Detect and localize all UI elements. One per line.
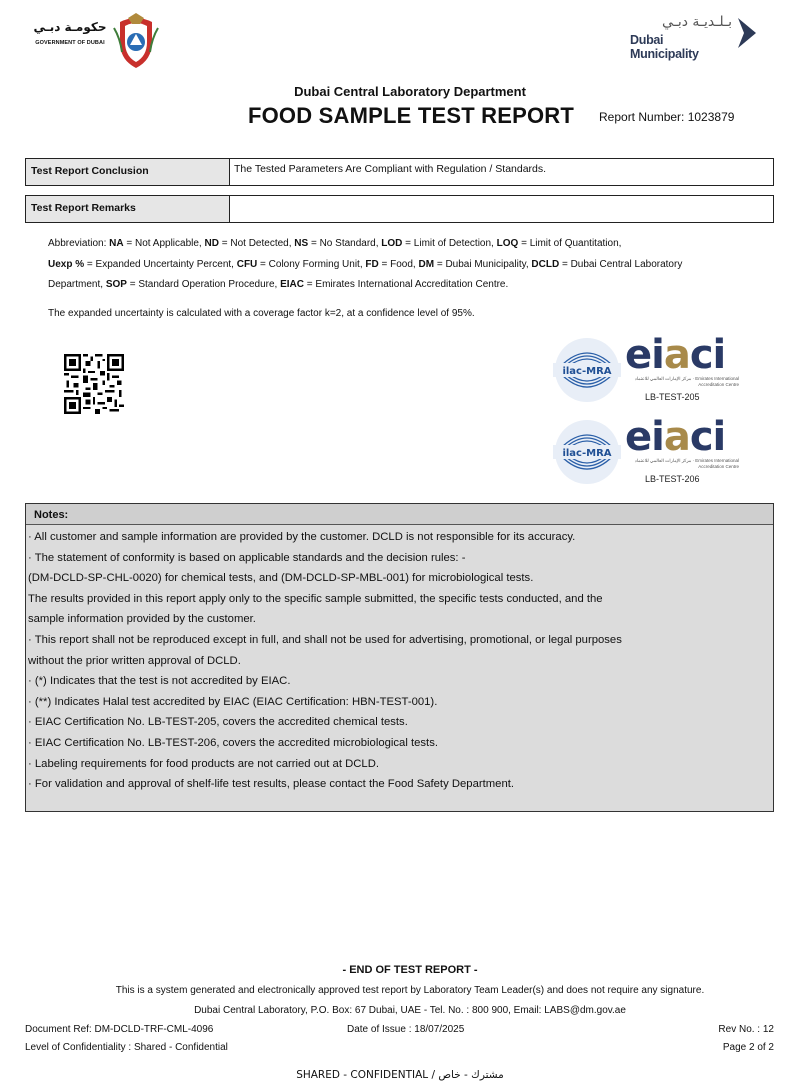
accreditation-code: LB-TEST-206 xyxy=(645,474,700,484)
note-line: · All customer and sample information are provided by the customer. DCLD is not responsible for its accuracy. xyxy=(28,531,576,543)
abbr-key: NS xyxy=(294,238,309,249)
conclusion-label: Test Report Conclusion xyxy=(26,159,230,185)
note-line: (DM-DCLD-SP-CHL-0020) for chemical tests, and (DM-DCLD-SP-MBL-001) for microbiological tests. xyxy=(28,572,534,585)
abbr-key: NA xyxy=(109,238,124,249)
abbr-key: DM xyxy=(418,258,435,270)
report-number: Report Number: 1023879 xyxy=(599,110,735,124)
ilac-mra-logo-icon xyxy=(553,418,621,486)
abbr-text: = Dubai Municipality, xyxy=(434,258,532,270)
note-line: · For validation and approval of shelf-life test results, please contact the Food Safety Department. xyxy=(28,778,515,791)
abbr-text: = Not Applicable, xyxy=(123,238,205,249)
note-line: · The statement of conformity is based on applicable standards and the decision rules: - xyxy=(28,551,466,564)
accreditation-code: LB-TEST-205 xyxy=(645,392,700,402)
dm-chevron-icon xyxy=(734,16,760,50)
note-line: · This report shall not be reproduced except in full, and shall not be used for advertising, promotional, or legal purposes xyxy=(28,633,622,646)
lab-address: Dubai Central Laboratory, P.O. Box: 67 Dubai, UAE - Tel. No. : 800 900, Email: LABS@dm.gov.ae xyxy=(194,1005,626,1016)
note-line: sample information provided by the customer. xyxy=(28,613,256,626)
abbr-text: = Expanded Uncertainty Percent, xyxy=(84,258,237,270)
eiac-wordmark: eiaci xyxy=(625,414,726,460)
system-statement: This is a system generated and electronically approved test report by Laboratory Team Leader(s) and does not require any signature. xyxy=(115,985,705,996)
notes-box xyxy=(25,503,774,812)
eiac-subtitle: مركز الإمارات العالمي للاعتماد · Emirates International Accreditation Centre xyxy=(634,458,739,469)
abbr-text: = Standard Operation Procedure, xyxy=(126,279,281,290)
remarks-label: Test Report Remarks xyxy=(26,196,230,222)
abbr-key: CFU xyxy=(236,258,258,270)
gov-logo-english: GOVERNMENT OF DUBAI xyxy=(35,40,105,46)
abbr-text: = Limit of Detection, xyxy=(402,238,497,249)
end-of-report: - END OF TEST REPORT - xyxy=(342,964,478,976)
eiac-subtitle: مركز الإمارات العالمي للاعتماد · Emirates International Accreditation Centre xyxy=(634,376,739,387)
conclusion-value: The Tested Parameters Are Compliant with Regulation / Standards. xyxy=(234,163,547,175)
dm-logo-english: Dubai Municipality xyxy=(630,33,699,61)
shared-confidential-label: SHARED - CONFIDENTIAL / مشترك - خاص xyxy=(296,1069,504,1081)
note-line: · EIAC Certification No. LB-TEST-205, covers the accredited chemical tests. xyxy=(28,716,408,729)
eiac-wordmark: eiaci xyxy=(625,332,726,378)
abbr-key: DCLD xyxy=(531,258,560,270)
remarks-value xyxy=(230,196,773,222)
abbr-text: = No Standard, xyxy=(308,238,382,249)
note-line: without the prior written approval of DCLD. xyxy=(28,654,241,667)
dm-logo-arabic: بـلـديـة دبـي xyxy=(662,14,732,30)
note-line: The results provided in this report apply only to the specific sample submitted, the specific tests conducted, and the xyxy=(28,592,603,605)
revision-number: Rev No. : 12 xyxy=(718,1024,774,1035)
qr-code-icon[interactable] xyxy=(64,354,124,414)
remarks-row xyxy=(25,195,774,223)
note-line: · (**) Indicates Halal test accredited by EIAC (EIAC Certification: HBN-TEST-001). xyxy=(28,695,438,708)
report-title: FOOD SAMPLE TEST REPORT xyxy=(247,103,575,128)
ilac-mra-logo-icon xyxy=(553,336,621,404)
abbr-key: ND xyxy=(204,238,219,249)
abbr-text: = Dubai Central Laboratory Department, xyxy=(48,258,683,290)
page-number: Page 2 of 2 xyxy=(722,1042,774,1053)
notes-heading: Notes: xyxy=(26,504,773,525)
note-line: · (*) Indicates that the test is not accredited by EIAC. xyxy=(28,675,291,688)
uncertainty-statement: The expanded uncertainty is calculated with a coverage factor k=2, at a confidence level of 95%. xyxy=(48,308,475,319)
dubai-emblem-icon xyxy=(110,12,162,70)
department-name: Dubai Central Laboratory Department xyxy=(294,84,526,99)
abbr-text: = Food, xyxy=(378,258,419,270)
abbr-text: = Colony Forming Unit, xyxy=(257,258,366,270)
ilac-label: ilac-MRA xyxy=(562,366,612,377)
document-ref: Document Ref: DM-DCLD-TRF-CML-4096 xyxy=(25,1024,214,1035)
ilac-label: ilac-MRA xyxy=(562,448,612,459)
abbr-key: SOP xyxy=(105,279,127,290)
abbr-key: FD xyxy=(365,258,379,270)
abbreviations-paragraph xyxy=(48,234,688,296)
abbreviation-prefix: Abbreviation: xyxy=(48,238,110,249)
note-line: · EIAC Certification No. LB-TEST-206, covers the accredited microbiological tests. xyxy=(28,736,438,749)
notes-body xyxy=(26,525,773,795)
abbr-key: EIAC xyxy=(280,279,304,290)
abbr-text: = Limit of Quantitation, xyxy=(518,238,622,249)
gov-logo-arabic: حكومـة دبـي xyxy=(33,20,107,34)
abbr-text: = Emirates International Accreditation Centre. xyxy=(304,279,509,290)
confidentiality-level: Level of Confidentiality : Shared - Confidential xyxy=(25,1042,228,1053)
abbr-key: Uexp % xyxy=(48,258,85,270)
note-line: · Labeling requirements for food products are not carried out at DCLD. xyxy=(28,757,380,770)
dubai-municipality-logo xyxy=(630,14,760,61)
abbr-key: LOD xyxy=(381,238,403,249)
accreditation-logo-206 xyxy=(553,414,743,488)
conclusion-row xyxy=(25,158,774,186)
abbr-key: LOQ xyxy=(496,238,519,249)
accreditation-logo-205 xyxy=(553,332,743,406)
abbr-text: = Not Detected, xyxy=(218,238,295,249)
government-of-dubai-logo xyxy=(32,12,162,70)
date-of-issue: Date of Issue : 18/07/2025 xyxy=(347,1024,465,1035)
